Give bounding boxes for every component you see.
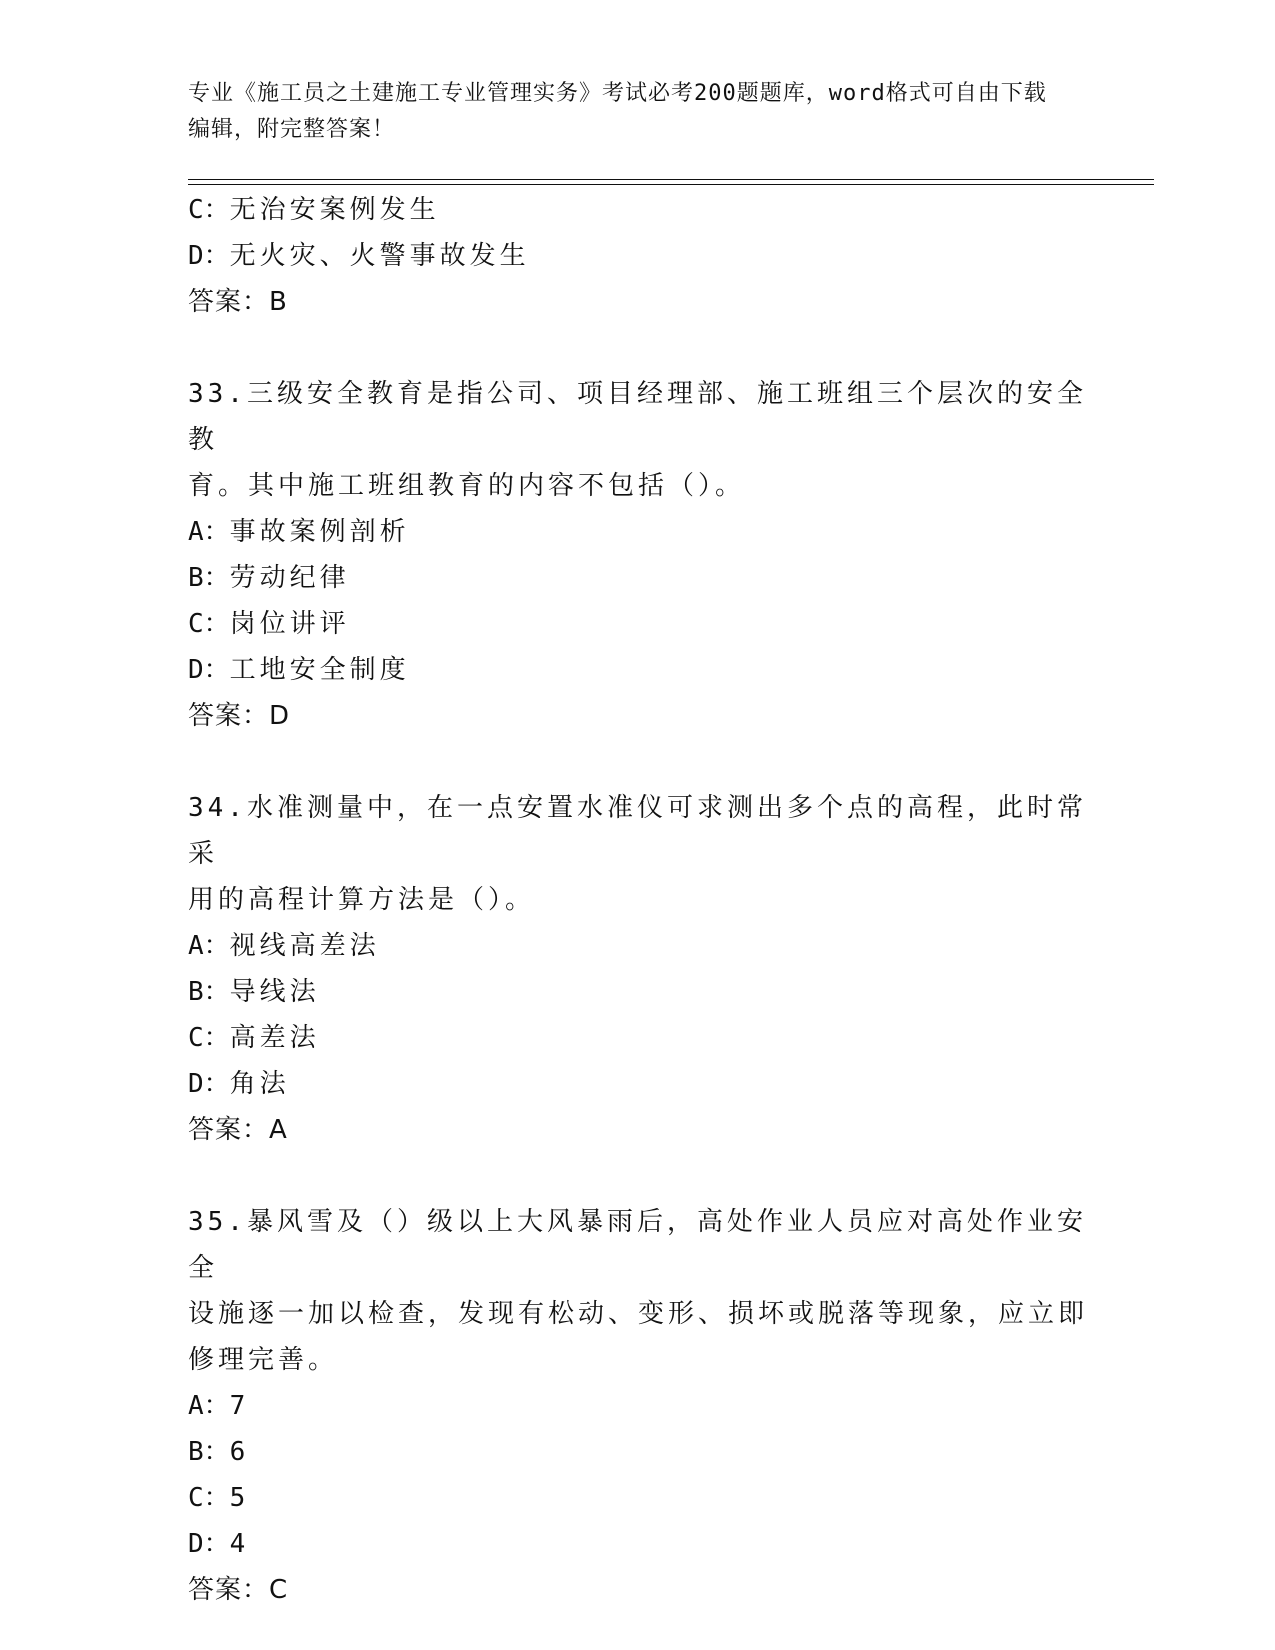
option-text: 无治安案例发生: [229, 195, 440, 225]
option-text: 6: [229, 1437, 250, 1467]
option-text: 工地安全制度: [229, 655, 410, 685]
option-text: 岗位讲评: [229, 609, 350, 639]
question-text-line: 34.水准测量中，在一点安置水准仪可求测出多个点的高程，此时常采: [188, 793, 1087, 869]
option-line: [188, 647, 1088, 693]
question-content: [188, 187, 1088, 1613]
question-text-line: 育。其中施工班组教育的内容不包括（）。: [188, 471, 746, 501]
option-text: 4: [229, 1529, 250, 1559]
option-line: [188, 1061, 1088, 1107]
option-line: [188, 923, 1088, 969]
question-text-line: 修理完善。: [188, 1345, 339, 1375]
option-text: 高差法: [229, 1023, 320, 1053]
option-key: C：: [188, 1483, 230, 1513]
option-text: 5: [229, 1483, 250, 1513]
option-text: 角法: [229, 1069, 290, 1099]
option-line: [188, 1475, 1088, 1521]
option-line: [188, 1521, 1088, 1567]
option-text: 无火灾、火警事故发生: [229, 241, 530, 271]
option-key: B：: [188, 563, 230, 593]
answer-line: 答案：D: [188, 701, 291, 731]
option-key: C：: [188, 1023, 230, 1053]
option-line: [188, 1383, 1088, 1429]
option-text: 7: [229, 1391, 250, 1421]
option-key: D：: [188, 1529, 230, 1559]
option-line: [188, 555, 1088, 601]
option-line: [188, 601, 1088, 647]
option-line: [188, 187, 1088, 233]
question-text-line: 33.三级安全教育是指公司、项目经理部、施工班组三个层次的安全教: [188, 379, 1087, 455]
option-key: A：: [188, 931, 230, 961]
option-text: 劳动纪律: [229, 563, 350, 593]
option-key: A：: [188, 517, 230, 547]
spacer: [188, 1153, 1088, 1199]
option-key: D：: [188, 655, 230, 685]
option-line: [188, 509, 1088, 555]
option-key: A：: [188, 1391, 230, 1421]
spacer: [188, 739, 1088, 785]
document-header: 专业《施工员之土建施工专业管理实务》考试必考200题题库，word格式可自由下载编辑，附完整答案！: [188, 81, 1047, 142]
option-key: B：: [188, 1437, 230, 1467]
header-rule-top: [188, 179, 1154, 180]
question-text-line: 设施逐一加以检查，发现有松动、变形、损坏或脱落等现象，应立即: [188, 1299, 1089, 1329]
question-text-line: 35.暴风雪及（）级以上大风暴雨后，高处作业人员应对高处作业安全: [188, 1207, 1087, 1283]
option-key: D：: [188, 1069, 230, 1099]
question-text-line: 用的高程计算方法是（）。: [188, 885, 536, 915]
option-text: 视线高差法: [229, 931, 380, 961]
answer-line: 答案：A: [188, 1115, 288, 1145]
option-line: [188, 1429, 1088, 1475]
spacer: [188, 325, 1088, 371]
option-line: [188, 233, 1088, 279]
option-text: 导线法: [229, 977, 320, 1007]
option-key: D：: [188, 241, 230, 271]
header-rule-bottom: [188, 184, 1154, 185]
option-line: [188, 1015, 1088, 1061]
answer-line: 答案：C: [188, 1575, 289, 1605]
option-key: C：: [188, 609, 230, 639]
answer-line: 答案：B: [188, 287, 288, 317]
option-line: [188, 969, 1088, 1015]
option-key: B：: [188, 977, 230, 1007]
option-key: C：: [188, 195, 230, 225]
option-text: 事故案例剖析: [229, 517, 410, 547]
